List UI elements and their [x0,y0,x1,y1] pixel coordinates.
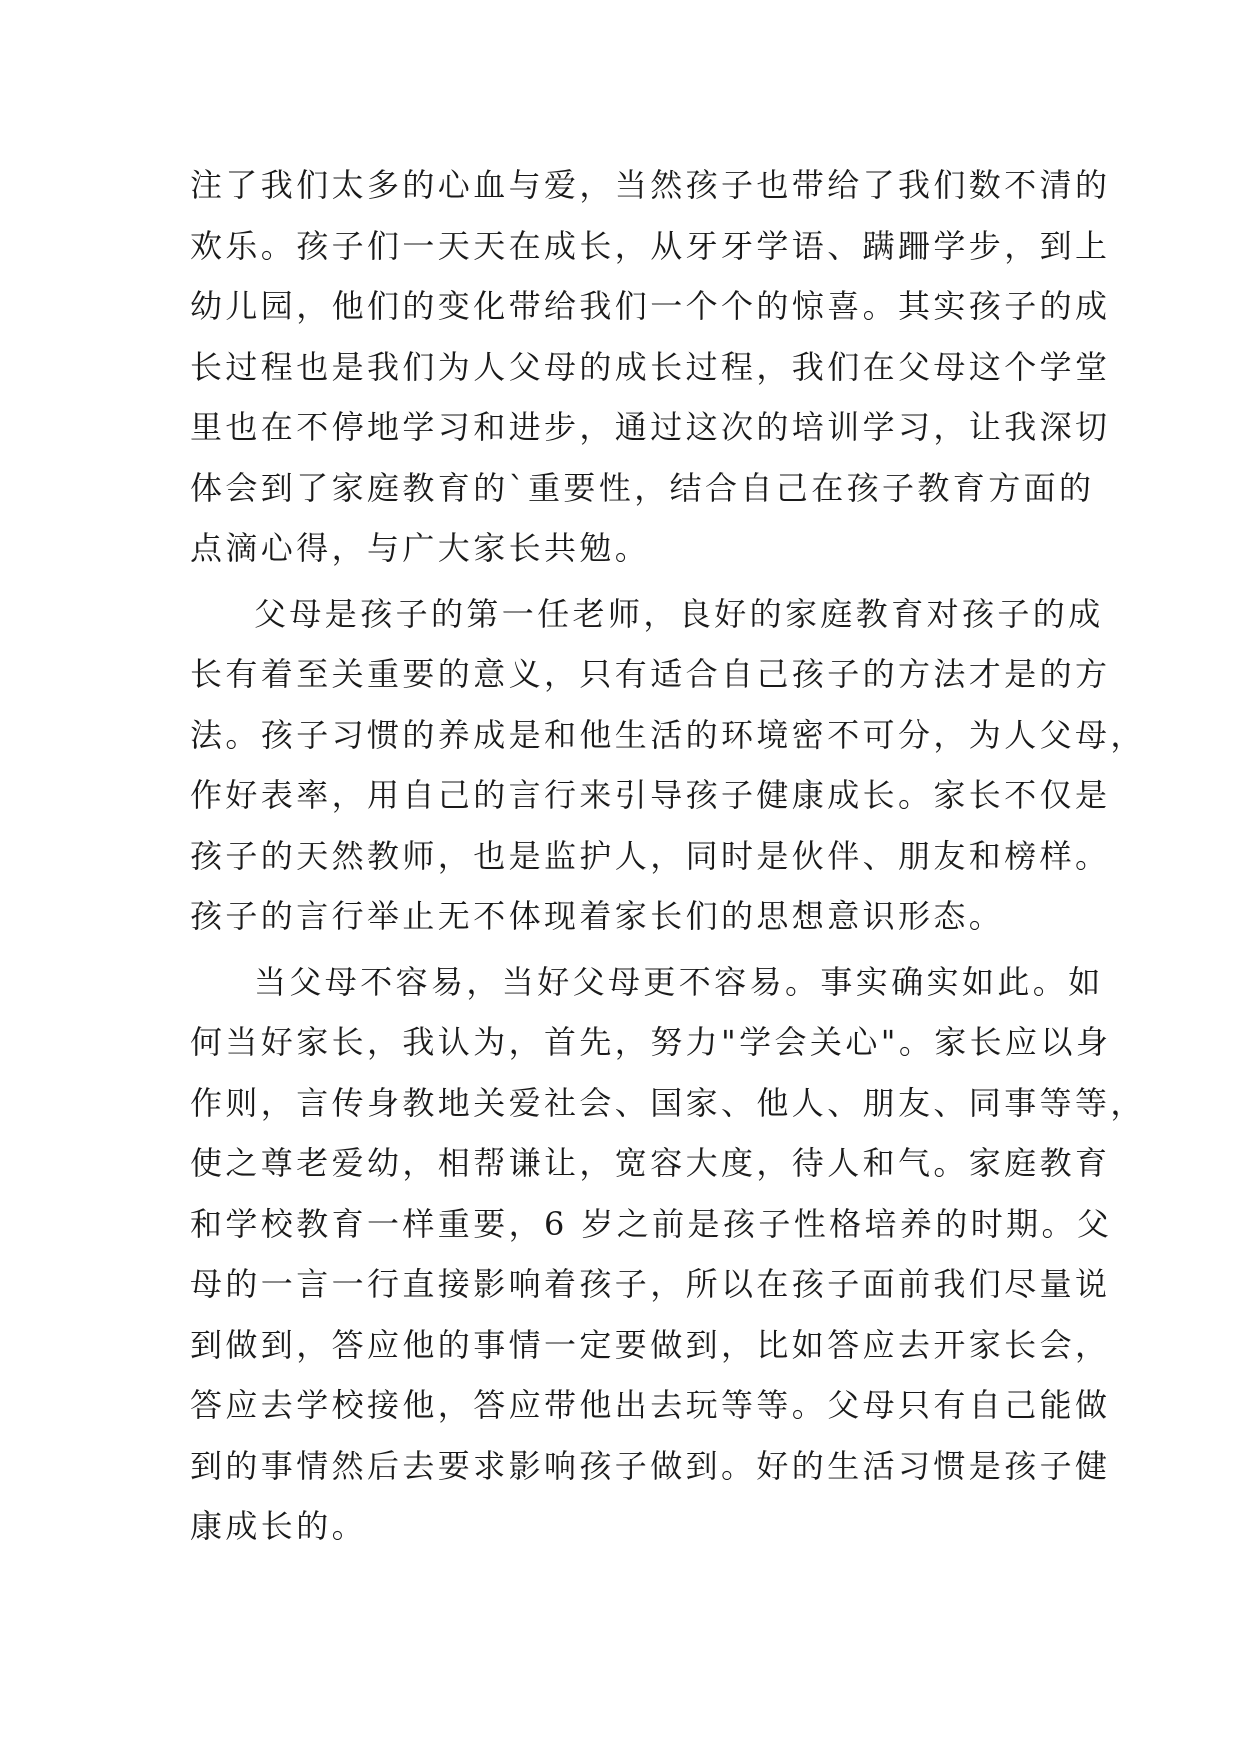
text-line: 母的一言一行直接影响着孩子，所以在孩子面前我们尽量说 [190,1265,1111,1303]
text-line: 作则，言传身教地关爱社会、国家、他人、朋友、同事等等， [190,1083,1146,1122]
text-line: 里也在不停地学习和进步，通过这次的培训学习，让我深切 [190,408,1111,446]
text-line: 使之尊老爱幼，相帮谦让，宽容大度，待人和气。家庭教育 [190,1144,1111,1182]
paragraph-1 [190,155,1111,579]
text-line: 幼儿园，他们的变化带给我们一个个的惊喜。其实孩子的成 [190,287,1111,325]
text-line: 和学校教育一样重要，6 岁之前是孩子性格培养的时期。父 [190,1204,1113,1243]
text-line: 何当好家长，我认为，首先，努力"学会关心"。家长应以身 [190,1023,1112,1061]
text-line: 答应去学校接他，答应带他出去玩等等。父母只有自己能做 [190,1386,1111,1424]
document-body [190,155,1146,1557]
text-line: 当父母不容易，当好父母更不容易。事实确实如此。如 [254,962,1104,1001]
text-line: 法。孩子习惯的养成是和他生活的环境密不可分，为人父母， [190,715,1146,754]
text-line: 父母是孩子的第一任老师，良好的家庭教育对孩子的成 [254,594,1104,633]
text-line: 欢乐。孩子们一天天在成长，从牙牙学语、蹒跚学步，到上 [190,226,1111,265]
text-line: 康成长的。 [190,1507,368,1545]
text-line: 到的事情然后去要求影响孩子做到。好的生活习惯是孩子健 [190,1446,1111,1485]
text-line: 孩子的天然教师，也是监护人，同时是伙伴、朋友和榜样。 [190,836,1111,875]
text-line: 孩子的言行举止无不体现着家长们的思想意识形态。 [190,897,1005,935]
text-line: 到做到，答应他的事情一定要做到，比如答应去开家长会， [190,1325,1111,1364]
paragraph-3 [190,952,1146,1557]
text-line: 点滴心得，与广大家长共勉。 [190,529,651,567]
text-line: 注了我们太多的心血与爱，当然孩子也带给了我们数不清的 [190,166,1111,204]
text-line: 作好表率，用自己的言行来引导孩子健康成长。家长不仅是 [190,776,1111,814]
text-line: 长过程也是我们为人父母的成长过程，我们在父母这个学堂 [190,347,1111,386]
text-line: 长有着至关重要的意义，只有适合自己孩子的方法才是的方 [190,655,1111,693]
text-line: 体会到了家庭教育的`重要性，结合自己在孩子教育方面的 [190,468,1095,507]
paragraph-2 [190,584,1146,947]
